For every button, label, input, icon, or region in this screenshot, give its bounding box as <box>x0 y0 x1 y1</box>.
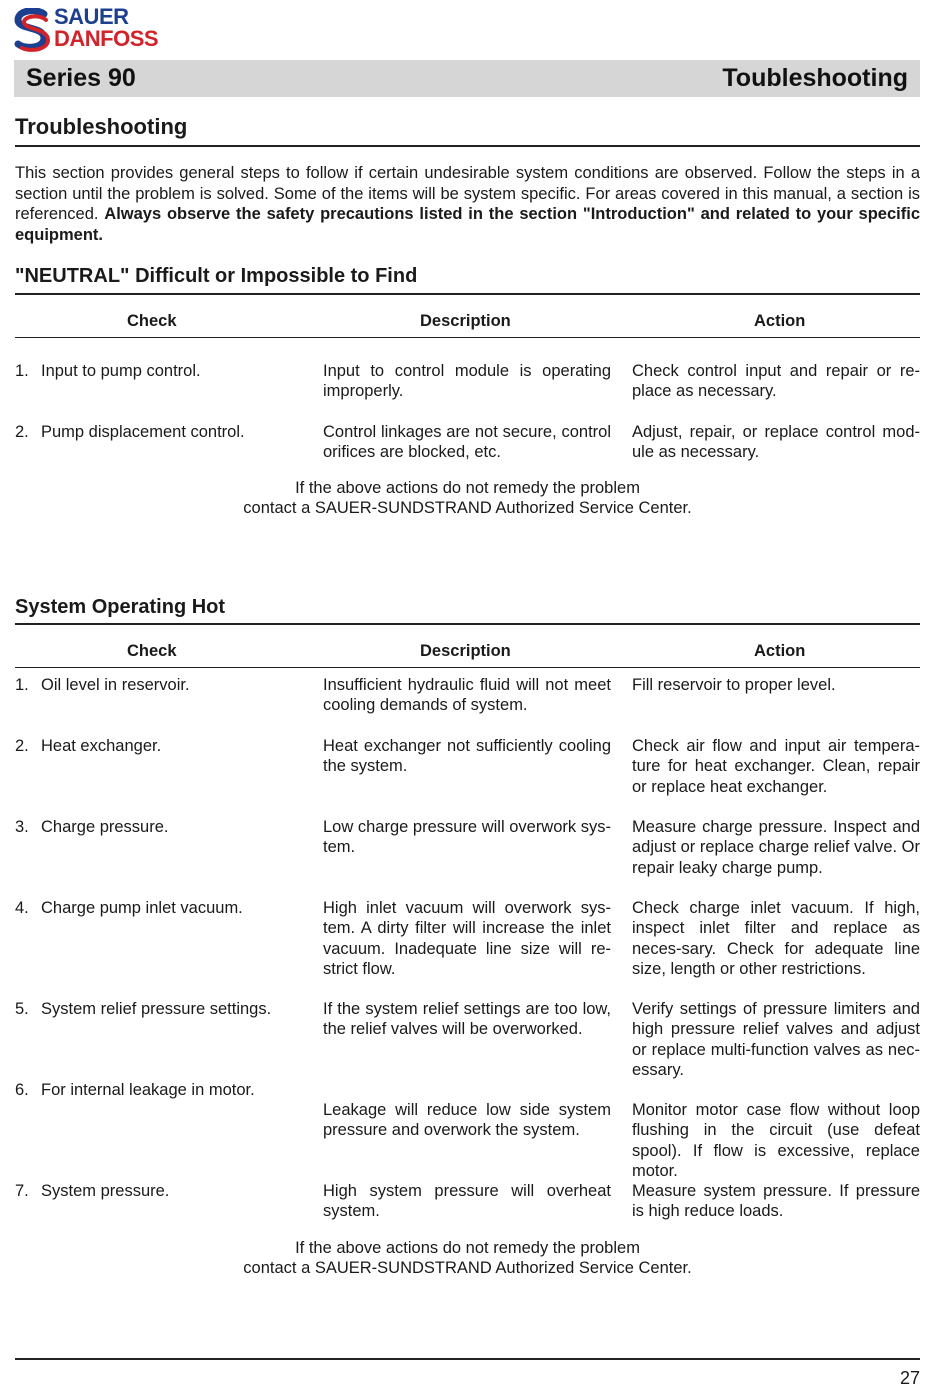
action-cell: Measure system pressure. If pressure is high reduce loads. <box>632 1182 920 1221</box>
check-text: For internal leakage in motor. <box>41 1081 255 1099</box>
row-number: 1. <box>15 676 29 694</box>
check-cell <box>15 898 315 918</box>
check-cell <box>15 361 315 381</box>
page-number: 27 <box>899 1368 920 1388</box>
row-number: 5. <box>15 1000 29 1018</box>
row-number: 2. <box>15 423 29 441</box>
service-note-line1: If the above actions do not remedy the problem <box>295 1239 640 1257</box>
page-title: Troubleshooting <box>15 114 188 139</box>
section-hot-title: System Operating Hot <box>15 596 226 618</box>
chapter-title: Toubleshooting <box>722 64 908 92</box>
check-text: Charge pressure. <box>41 818 169 836</box>
intro-warning: Always observe the safety precautions listed in the section "Introduction" and related to your specific equipment. <box>15 205 920 244</box>
action-cell: Check air flow and input air tempera-ture for heat exchanger. Clean, repair or replace heat exchanger. <box>632 737 920 796</box>
action-cell: Adjust, repair, or replace control mod-ule as necessary. <box>632 423 920 462</box>
check-text: Heat exchanger. <box>41 737 162 755</box>
action-cell: Measure charge pressure. Inspect and adjust or replace charge relief valve. Or repair leaky charge pump. <box>632 818 920 877</box>
check-cell <box>15 675 315 695</box>
col-check-header: Check <box>127 312 177 330</box>
description-cell: Low charge pressure will overwork sys-tem. <box>323 818 611 857</box>
check-text: Charge pump inlet vacuum. <box>41 899 243 917</box>
check-cell <box>15 736 315 756</box>
description-cell: Heat exchanger not sufficiently cooling the system. <box>323 737 611 776</box>
sauer-danfoss-s-icon <box>14 8 50 52</box>
header-rule <box>15 667 920 668</box>
col-action-header: Action <box>754 312 806 330</box>
footer-rule <box>15 1358 920 1360</box>
service-note-line1: If the above actions do not remedy the problem <box>295 479 640 497</box>
check-text: System relief pressure settings. <box>41 1000 272 1018</box>
section-neutral-rule <box>15 293 920 295</box>
row-number: 3. <box>15 818 29 836</box>
header-rule <box>15 337 920 338</box>
col-description-header: Description <box>420 312 511 330</box>
check-cell <box>15 1181 315 1201</box>
row-number: 1. <box>15 362 29 380</box>
description-cell: High system pressure will overheat system. <box>323 1182 611 1221</box>
check-cell <box>15 422 315 442</box>
action-cell: Monitor motor case flow without loop flushing in the circuit (use defeat spool). If flow is excessive, replace motor. <box>632 1101 920 1180</box>
col-action-header: Action <box>754 642 806 660</box>
row-number: 4. <box>15 899 29 917</box>
sauer-danfoss-logo <box>14 6 174 54</box>
service-note-line2: contact a SAUER-SUNDSTRAND Authorized Service Center. <box>243 1259 692 1278</box>
description-cell: Leakage will reduce low side system pressure and overwork the system. <box>323 1101 611 1140</box>
check-cell <box>15 999 315 1019</box>
title-rule <box>15 145 920 147</box>
check-text: Oil level in reservoir. <box>41 676 190 694</box>
col-description-header: Description <box>420 642 511 660</box>
series-title: Series 90 <box>26 64 136 92</box>
row-number: 6. <box>15 1081 29 1099</box>
brand-name <box>54 6 158 50</box>
row-number: 7. <box>15 1182 29 1200</box>
action-cell: Check control input and repair or re-place as necessary. <box>632 362 920 401</box>
check-text: System pressure. <box>41 1182 170 1200</box>
description-cell: Input to control module is operating improperly. <box>323 362 611 401</box>
check-cell <box>15 1080 315 1100</box>
action-cell: Verify settings of pressure limiters and high pressure relief valves and adjust or replace multi-function valves as nec-essary. <box>632 1000 920 1079</box>
action-cell: Check charge inlet vacuum. If high, inspect inlet filter and replace as neces-sary. Check for adequate line size, length or other restrictions. <box>632 899 920 978</box>
action-cell: Fill reservoir to proper level. <box>632 676 836 694</box>
row-number: 2. <box>15 737 29 755</box>
brand-line1: SAUER <box>54 4 129 29</box>
check-cell <box>15 817 315 837</box>
service-note <box>15 1238 920 1279</box>
description-cell: If the system relief settings are too low, the relief valves will be overworked. <box>323 1000 611 1039</box>
description-cell: High inlet vacuum will overwork sys-tem. A dirty filter will increase the inlet vacuum. Inadequate line size will re-strict flow. <box>323 899 611 978</box>
check-text: Pump displacement control. <box>41 423 245 441</box>
check-text: Input to pump control. <box>41 362 201 380</box>
service-note <box>15 478 920 519</box>
brand-line2: DANFOSS <box>54 26 159 51</box>
intro-paragraph <box>15 163 920 245</box>
intro-text: This section provides general steps to follow if certain undesirable system conditions are observed. Follow the steps in a section until the problem is solved. Some of the items will be system specific. For areas covered in this manual, a section is referenced. <box>15 164 920 223</box>
description-cell: Control linkages are not secure, control orifices are blocked, etc. <box>323 423 611 462</box>
section-neutral-title: "NEUTRAL" Difficult or Impossible to Find <box>15 265 418 287</box>
section-hot-rule <box>15 623 920 625</box>
col-check-header: Check <box>127 642 177 660</box>
service-note-line2: contact a SAUER-SUNDSTRAND Authorized Service Center. <box>243 499 692 518</box>
header-banner <box>14 60 920 97</box>
description-cell: Insufficient hydraulic fluid will not meet cooling demands of system. <box>323 676 611 715</box>
